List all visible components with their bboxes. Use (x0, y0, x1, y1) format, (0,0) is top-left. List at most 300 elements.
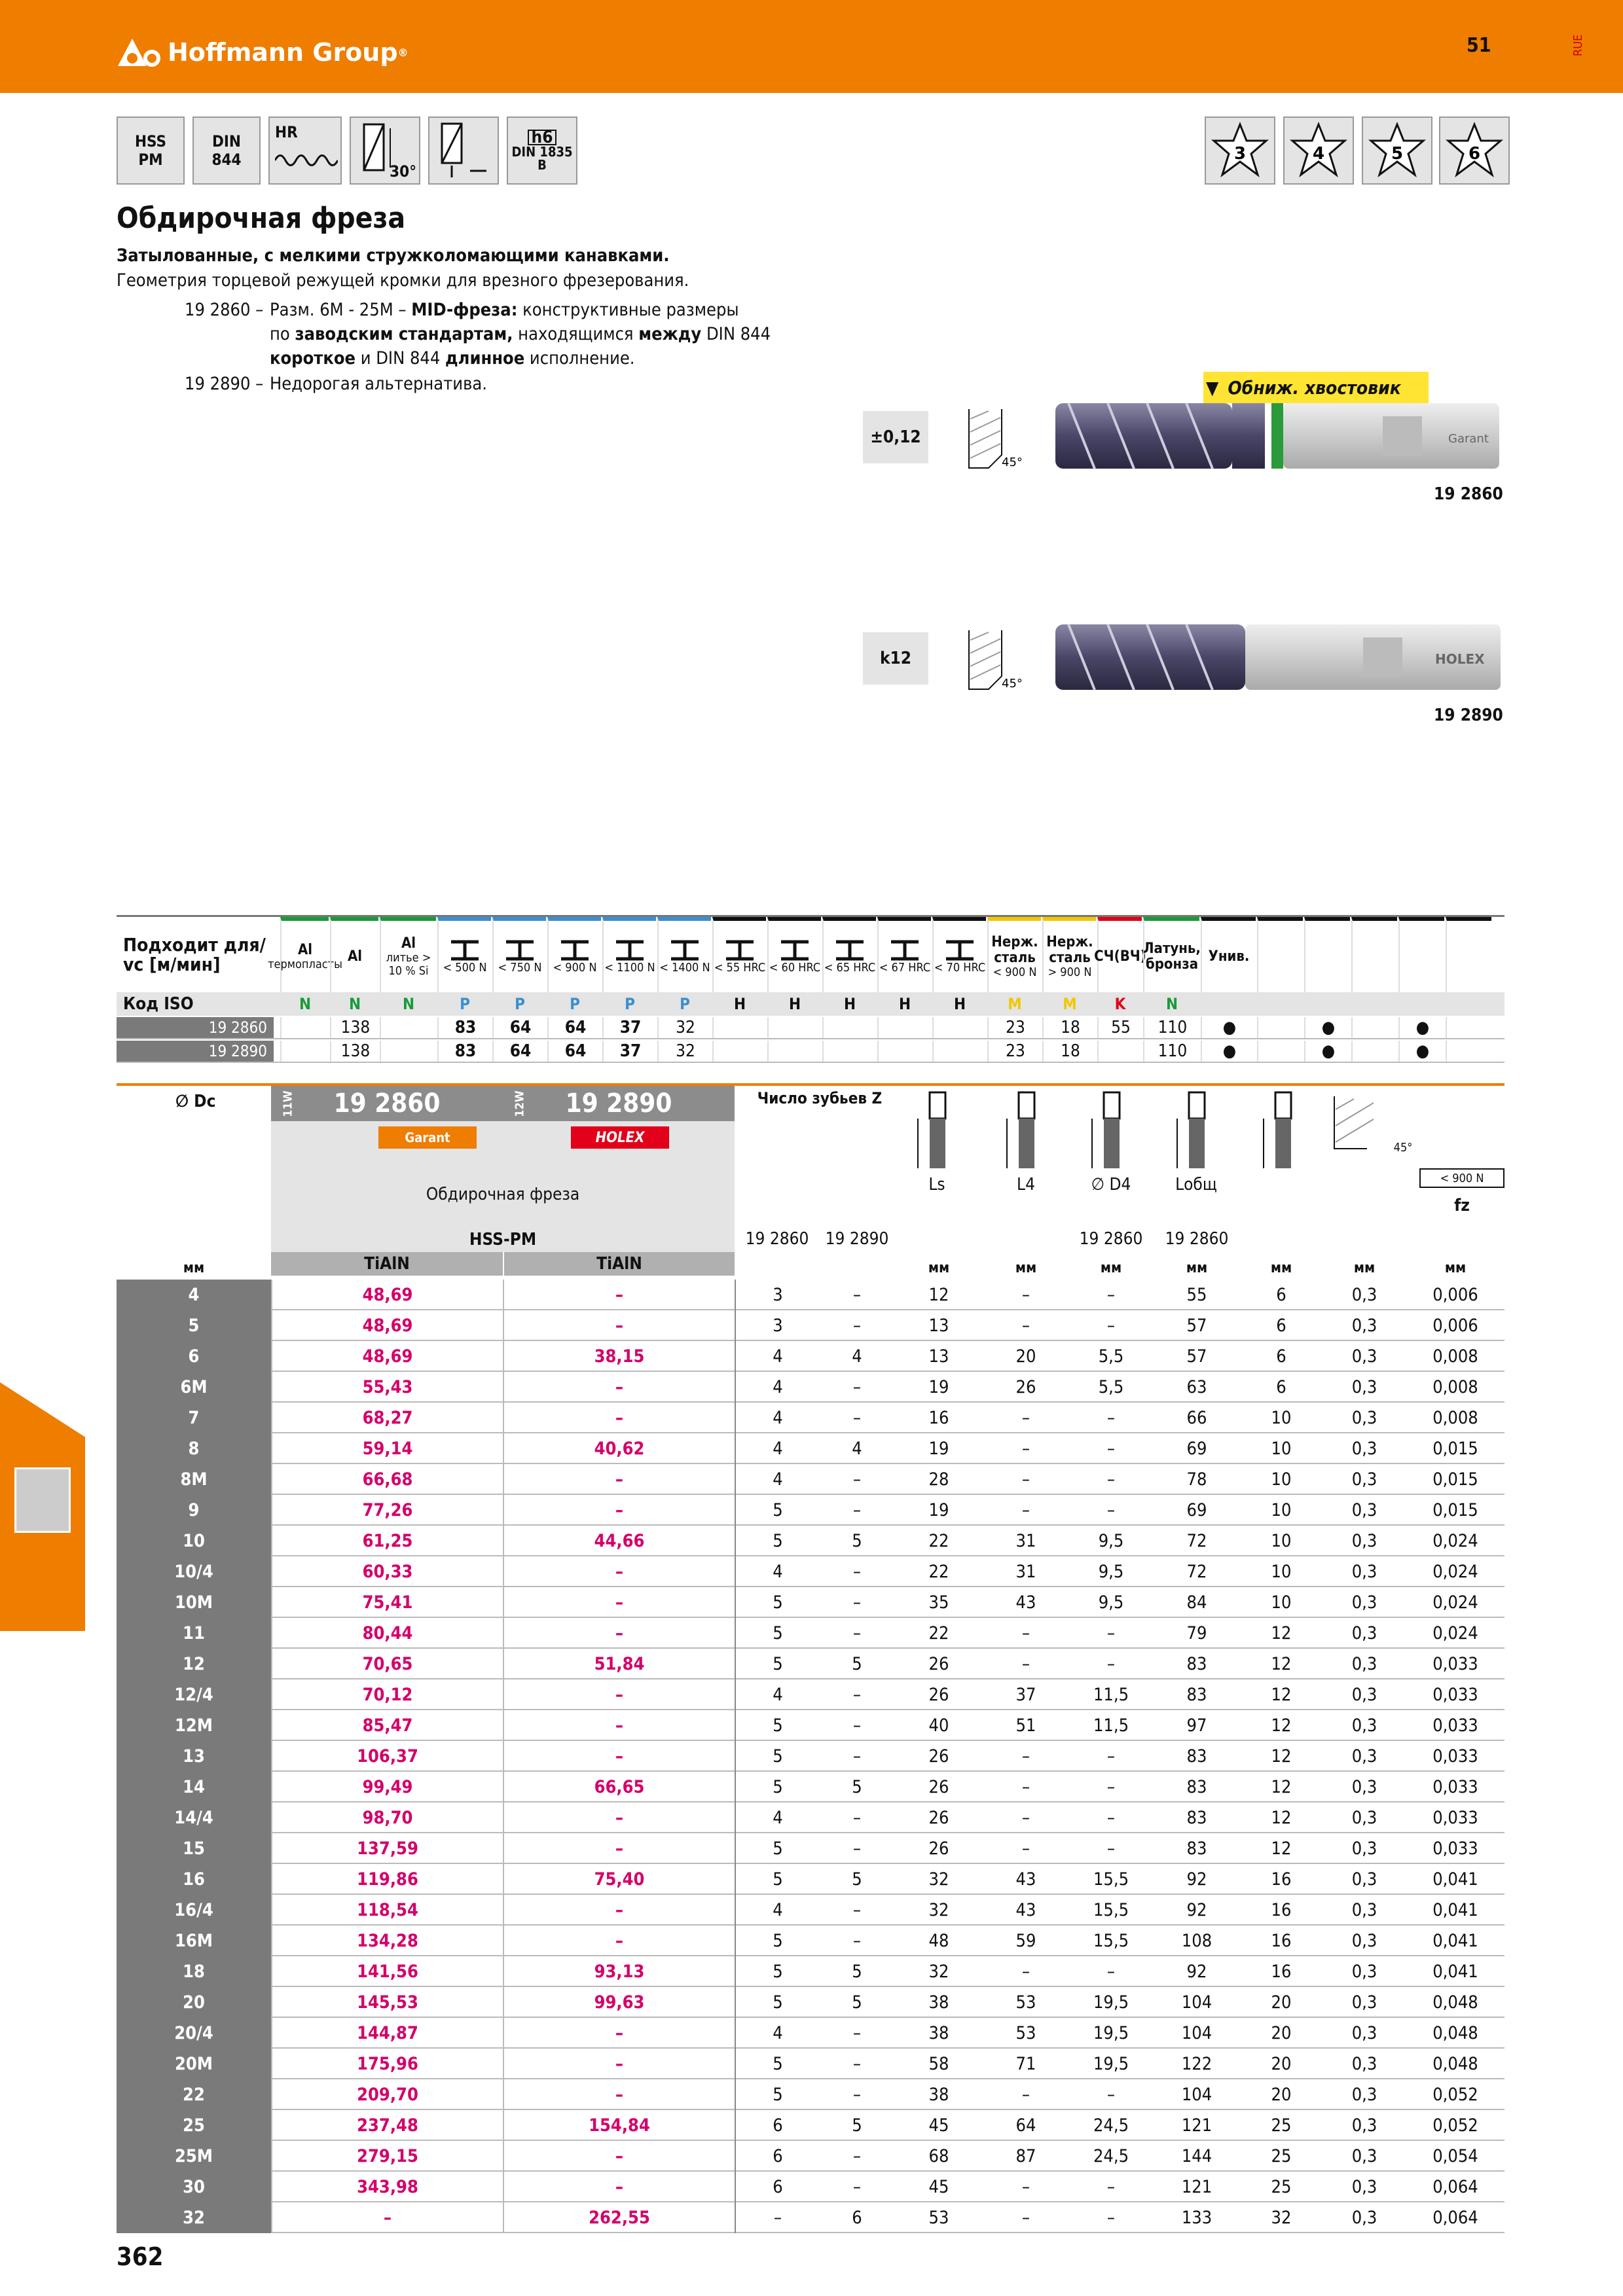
table-row (117, 1864, 1504, 1895)
cell: 0,015 (1432, 1500, 1478, 1520)
cell: 24,5 (1093, 2115, 1129, 2136)
cell: 0,033 (1432, 1839, 1478, 1859)
banner-text: Обниж. хвостовик (1228, 376, 1401, 399)
price-cell: 99,63 (503, 1987, 735, 2018)
cell: 104 (1181, 2023, 1213, 2043)
cell: – (1021, 1623, 1030, 1643)
cell: 5 (852, 1531, 862, 1551)
material-col-header (1257, 917, 1303, 992)
price-cell: 40,62 (503, 1433, 735, 1464)
cell: – (1106, 1623, 1116, 1643)
material-col-header (330, 917, 378, 992)
cell: 0,008 (1432, 1377, 1478, 1397)
cell: 0,024 (1432, 1531, 1478, 1551)
cell: 79 (1186, 1623, 1207, 1643)
iso-code: H (843, 995, 856, 1013)
cell: 57 (1186, 1316, 1207, 1336)
cell: 55 (1186, 1285, 1207, 1305)
diameter-cell: 8M (117, 1464, 271, 1495)
cell: – (1106, 1777, 1116, 1797)
price-cell: 59,14 (271, 1433, 503, 1464)
price-cell: – (503, 1280, 735, 1310)
diameter-cell: 10M (117, 1587, 271, 1618)
symbol-text: HR (275, 123, 298, 141)
cell: – (852, 1316, 862, 1336)
price-cell: 55,43 (271, 1372, 503, 1403)
material-col-header (877, 917, 931, 992)
table-row (117, 1526, 1504, 1556)
steel-beam-icon (943, 939, 976, 961)
vc-value: 110 (1143, 1017, 1201, 1038)
cell: 24,5 (1093, 2146, 1129, 2166)
iso-code (1446, 992, 1493, 1016)
diameter-cell: 20 (117, 1987, 271, 2018)
material-col-header (1304, 917, 1350, 992)
cell: 0,033 (1432, 1715, 1478, 1736)
cell: 0,3 (1351, 1962, 1377, 1982)
material-col-header (1351, 917, 1397, 992)
table-row (117, 2141, 1504, 2172)
page-number-bottom: 362 (117, 2242, 164, 2271)
table-row (117, 2202, 1504, 2233)
cell: 0,3 (1351, 1500, 1377, 1520)
garant-logo: Garant (378, 1126, 477, 1149)
vc-value (380, 1041, 437, 1062)
cell: 9,5 (1098, 1562, 1124, 1582)
cell: 0,3 (1351, 1592, 1377, 1613)
diameter-cell: 10 (117, 1526, 271, 1556)
teeth-5-badge (1362, 117, 1432, 185)
chamfer-45-icon (962, 627, 1028, 692)
diameter-cell: 11 (117, 1618, 271, 1649)
cell: 12 (1271, 1746, 1292, 1767)
table-row (117, 1618, 1504, 1649)
cell: 5 (735, 1710, 820, 1741)
material-col-header (1201, 917, 1256, 992)
cell: 83 (1186, 1777, 1207, 1797)
symbol-hss-pm (117, 117, 185, 185)
iso-code: P (460, 995, 470, 1013)
cell: – (852, 2023, 862, 2043)
vc-value (280, 1017, 330, 1038)
material-col-h2: < 67 HRC (879, 960, 931, 975)
cell: 5 (735, 1649, 820, 1679)
cell: 12 (1271, 1623, 1292, 1643)
desc-text: между (638, 324, 702, 344)
cell: 0,048 (1432, 2023, 1478, 2043)
cell: 16 (1271, 1900, 1292, 1920)
diameter-cell: 14/4 (117, 1803, 271, 1833)
vc-value: ● (1398, 1017, 1446, 1038)
cell: 0,3 (1351, 1346, 1377, 1367)
cell: 0,041 (1432, 1900, 1478, 1920)
cell: 0,015 (1432, 1439, 1478, 1459)
cell: 6 (1276, 1346, 1286, 1367)
cell: 32 (928, 1900, 949, 1920)
price-cell: 60,33 (271, 1556, 503, 1587)
cell: 92 (1186, 1869, 1207, 1890)
diameter-cell: 20/4 (117, 2018, 271, 2049)
diameter-cell: 13 (117, 1741, 271, 1772)
cell: 26 (928, 1746, 949, 1767)
cell: 5,5 (1098, 1346, 1124, 1367)
price-cell: 144,87 (271, 2018, 503, 2049)
steel-beam-icon (448, 939, 481, 961)
vc-value: 23 (987, 1017, 1042, 1038)
cell: 22 (928, 1623, 949, 1643)
price-cell: – (503, 1464, 735, 1495)
cutter-dimension-icon (1250, 1090, 1316, 1175)
cell: 6 (735, 2172, 820, 2202)
cell: – (852, 1469, 862, 1490)
tool-code-192890: 19 2890 (1434, 706, 1503, 725)
diameter-cell: 32 (117, 2202, 271, 2233)
tolerance-box-1: ±0,12 (863, 411, 928, 463)
cell: 40 (928, 1715, 949, 1736)
cell: – (1106, 2208, 1116, 2228)
diameter-cell: 12/4 (117, 1679, 271, 1710)
table-row (117, 1987, 1504, 2018)
cell: 0,3 (1351, 1746, 1377, 1767)
cell: 83 (1186, 1654, 1207, 1674)
price-cell: – (503, 2049, 735, 2079)
cell: 0,024 (1432, 1623, 1478, 1643)
cell: 0,3 (1351, 1439, 1377, 1459)
diameter-cell: 14 (117, 1772, 271, 1803)
cell: 0,054 (1432, 2146, 1478, 2166)
cell: – (1021, 2085, 1030, 2105)
cell: 12 (1271, 1808, 1292, 1828)
cell: – (852, 1500, 862, 1520)
material-col-header (547, 917, 601, 992)
cell: 51 (1015, 1715, 1036, 1736)
iso-code (1304, 992, 1351, 1016)
chamfer-angle: 45° (1002, 456, 1023, 469)
price-cell: 93,13 (503, 1956, 735, 1987)
cell: 0,033 (1432, 1746, 1478, 1767)
cell: – (1106, 1808, 1116, 1828)
desc-code: 19 2890 – (185, 374, 264, 394)
desc-text: Недорогая альтернатива. (270, 374, 487, 394)
cell: 72 (1186, 1531, 1207, 1551)
price-cell: 80,44 (271, 1618, 503, 1649)
col-sub-code: 12W (513, 1090, 527, 1117)
price-cell: – (271, 2202, 503, 2233)
material-col-header (822, 917, 876, 992)
col-code: 19 2890 (565, 1088, 672, 1119)
material-col-h2: < 55 HRC (714, 960, 766, 975)
price-cell: – (503, 1403, 735, 1433)
iso-code: H (898, 995, 911, 1013)
price-cell: – (503, 2079, 735, 2110)
cell: 0,024 (1432, 1592, 1478, 1613)
main-table (117, 1083, 1504, 2248)
vc-row (117, 1041, 1504, 1063)
cell: 59 (1015, 1931, 1036, 1951)
table-row (117, 1710, 1504, 1741)
cell: 0,006 (1432, 1285, 1478, 1305)
cell: 38 (928, 1992, 949, 2013)
cell: – (1106, 1654, 1116, 1674)
price-cell: 61,25 (271, 1526, 503, 1556)
teeth-4-badge (1283, 117, 1354, 185)
material-col-h2: термопласты (268, 957, 342, 971)
cell: 19,5 (1093, 1992, 1129, 2013)
cell: 16 (1271, 1869, 1292, 1890)
vc-value (932, 1041, 987, 1062)
brand-logo: Hoffmann Group ® (117, 33, 409, 72)
material-col-header (712, 917, 766, 992)
material-col-header (1398, 917, 1444, 992)
cell: 9,5 (1098, 1592, 1124, 1613)
price-cell: 38,15 (503, 1341, 735, 1372)
cell: 5 (735, 1833, 820, 1864)
table-row (117, 1803, 1504, 1833)
price-cell: 68,27 (271, 1403, 503, 1433)
symbol-helix-30 (350, 117, 420, 185)
cell: – (1106, 1316, 1116, 1336)
symbol-text: DIN 1835 B (511, 144, 573, 173)
cell: 64 (1015, 2115, 1036, 2136)
cell: 38 (928, 2023, 949, 2043)
table-row (117, 1310, 1504, 1341)
unit-label: мм (183, 1259, 205, 1276)
cell: 0,3 (1351, 1469, 1377, 1490)
chamfer-45-icon (1328, 1090, 1406, 1175)
unit-label: мм (928, 1259, 950, 1276)
table-row (117, 1372, 1504, 1403)
material-col-h1: Al (297, 941, 313, 958)
cutter-dimension-icon (905, 1090, 970, 1175)
cell: 0,015 (1432, 1469, 1478, 1490)
vc-value (877, 1041, 932, 1062)
cell: 4 (735, 2018, 820, 2049)
cell: – (1106, 1285, 1116, 1305)
cell: 16 (928, 1408, 949, 1428)
diameter-cell: 4 (117, 1280, 271, 1310)
cell: 0,052 (1432, 2085, 1478, 2105)
material-col-h2: < 60 HRC (769, 960, 821, 975)
vc-value (1446, 1017, 1493, 1038)
cell: 84 (1186, 1592, 1207, 1613)
side-tab (0, 1382, 85, 1631)
iso-code: H (733, 995, 746, 1013)
price-cell: 141,56 (271, 1956, 503, 1987)
cell: 121 (1181, 2115, 1213, 2136)
table-row (117, 1649, 1504, 1679)
cell: 0,3 (1351, 2023, 1377, 2043)
language-code: RUE (1571, 34, 1585, 56)
cell: 83 (1186, 1839, 1207, 1859)
cell: 0,3 (1351, 1408, 1377, 1428)
price-cell: 48,69 (271, 1280, 503, 1310)
cell: 5 (735, 1741, 820, 1772)
cell: – (852, 1900, 862, 1920)
cell: 11,5 (1093, 1715, 1129, 1736)
cell: – (1021, 1808, 1030, 1828)
cell: – (1021, 1285, 1030, 1305)
cell: 4 (735, 1433, 820, 1464)
cell: – (852, 1715, 862, 1736)
cell: – (852, 1408, 862, 1428)
cell: 5 (735, 1987, 820, 2018)
cell: 5 (735, 1772, 820, 1803)
cell: 10 (1271, 1408, 1292, 1428)
diameter-cell: 22 (117, 2079, 271, 2110)
star-cutter-icon (1289, 121, 1348, 180)
tool-image-192860 (1055, 397, 1514, 475)
cell: 0,3 (1351, 2085, 1377, 2105)
cell: 0,041 (1432, 1869, 1478, 1890)
iso-code (1201, 992, 1257, 1016)
cell: 5 (852, 1654, 862, 1674)
iso-code: N (1165, 995, 1178, 1013)
material-col-h1: Латунь, бронза (1143, 940, 1201, 973)
material-col-header (437, 917, 491, 992)
cell: 45 (928, 2177, 949, 2197)
vc-value: ● (1398, 1041, 1446, 1062)
cell: – (1021, 1839, 1030, 1859)
vc-value (380, 1017, 437, 1038)
wave-profile-icon (275, 151, 338, 170)
price-cell: 85,47 (271, 1710, 503, 1741)
cell: – (1021, 1962, 1030, 1982)
teeth-6-badge (1439, 117, 1510, 185)
tool-brand: HOLEX (1435, 651, 1485, 667)
cell: 19 (928, 1377, 949, 1397)
symbol-text: PM (138, 151, 163, 169)
cell: 3 (735, 1280, 820, 1310)
cell: 10 (1271, 1562, 1292, 1582)
helix-angle-icon (357, 122, 403, 174)
desc-text: DIN 844 (701, 324, 771, 344)
cell: 4 (735, 1803, 820, 1833)
material-label: HSS-PM (271, 1227, 735, 1252)
cell: – (1106, 1469, 1116, 1490)
table-row (117, 1341, 1504, 1372)
tool-image-192890 (1055, 618, 1514, 696)
materials-table (117, 915, 1504, 1068)
vc-value: 18 (1042, 1041, 1097, 1062)
cell: 0,024 (1432, 1562, 1478, 1582)
price-cell: 279,15 (271, 2141, 503, 2172)
cell: 0,3 (1351, 1285, 1377, 1305)
cell: – (1021, 1500, 1030, 1520)
unit-label: мм (1270, 1259, 1292, 1276)
price-cell: – (503, 1741, 735, 1772)
steel-beam-icon (778, 939, 811, 961)
cell: 20 (1271, 2054, 1292, 2074)
table-row (117, 1495, 1504, 1526)
cell: 43 (1015, 1900, 1036, 1920)
desc-line-2: Геометрия торцевой режущей кромки для врезного фрезерования. (117, 270, 689, 291)
cell: 43 (1015, 1592, 1036, 1613)
iso-code (1351, 992, 1398, 1016)
desc-text: исполнение. (524, 348, 635, 368)
vc-value: ● (1304, 1041, 1351, 1062)
cell: 0,3 (1351, 2054, 1377, 2074)
diameter-cell: 12 (117, 1649, 271, 1679)
cell: 0,3 (1351, 1685, 1377, 1705)
cell: 108 (1181, 1931, 1213, 1951)
vc-value (877, 1017, 932, 1038)
cell: – (1106, 2085, 1116, 2105)
cell: 6 (735, 2141, 820, 2172)
price-cell: 75,40 (503, 1864, 735, 1895)
iso-code-row (117, 992, 1504, 1016)
cell: 15,5 (1093, 1900, 1129, 1920)
star-cutter-icon (1445, 121, 1504, 180)
vc-value (1257, 1041, 1304, 1062)
cell: 66 (1186, 1408, 1207, 1428)
cell: 53 (1015, 2023, 1036, 2043)
cell: 6 (852, 2208, 862, 2228)
material-col-header (1042, 917, 1096, 992)
cell: 12 (928, 1285, 949, 1305)
cell: 26 (1015, 1377, 1036, 1397)
cell: 5 (735, 1864, 820, 1895)
material-col-h1: СЧ(ВЧ) (1094, 948, 1146, 965)
cell: 0,3 (1351, 1316, 1377, 1336)
teeth-label: 5 (1391, 144, 1404, 164)
cell: 12 (1271, 1777, 1292, 1797)
iso-label: Код ISO (123, 994, 194, 1014)
desc-code: 19 2860 – (185, 300, 264, 320)
materials-title (117, 917, 274, 992)
cell: 6 (1276, 1377, 1286, 1397)
cell: 26 (928, 1685, 949, 1705)
table-row (117, 1464, 1504, 1495)
cell: 71 (1015, 2054, 1036, 2074)
material-col-header (1446, 917, 1491, 992)
page-title: Обдирочная фреза (117, 202, 406, 235)
cell: – (1106, 2177, 1116, 2197)
cell: 0,3 (1351, 2115, 1377, 2136)
cell: 58 (928, 2054, 949, 2074)
vc-value (280, 1041, 330, 1062)
vc-value: ● (1201, 1017, 1257, 1038)
cell: 72 (1186, 1562, 1207, 1582)
desc-item-192860 (185, 298, 771, 370)
vc-value (1446, 1041, 1493, 1062)
cell: 0,033 (1432, 1654, 1478, 1674)
cell: 19,5 (1093, 2023, 1129, 2043)
dimension-label: Ls (928, 1175, 945, 1194)
cell: 92 (1186, 1962, 1207, 1982)
price-cell: 99,49 (271, 1772, 503, 1803)
material-col-h2: < 70 HRC (934, 960, 986, 975)
desc-line-1: Затылованные, с мелкими стружколомающими канавками. (117, 245, 670, 266)
cell: 5 (735, 1587, 820, 1618)
cell: 28 (928, 1469, 949, 1490)
cell: 6 (1276, 1285, 1286, 1305)
vc-value (712, 1041, 767, 1062)
price-cell: 70,65 (271, 1649, 503, 1679)
cell: 20 (1015, 1346, 1036, 1367)
cell: 68 (928, 2146, 949, 2166)
symbol-din844 (192, 117, 261, 185)
cell: 31 (1015, 1562, 1036, 1582)
price-cell: 154,84 (503, 2110, 735, 2141)
cell: 4 (735, 1895, 820, 1926)
price-cell: 175,96 (271, 2049, 503, 2079)
cell: 0,3 (1351, 1623, 1377, 1643)
cell: 12 (1271, 1685, 1292, 1705)
steel-beam-icon (833, 939, 866, 961)
cell: 9,5 (1098, 1531, 1124, 1551)
price-cell: 119,86 (271, 1864, 503, 1895)
cell: – (1021, 2208, 1030, 2228)
